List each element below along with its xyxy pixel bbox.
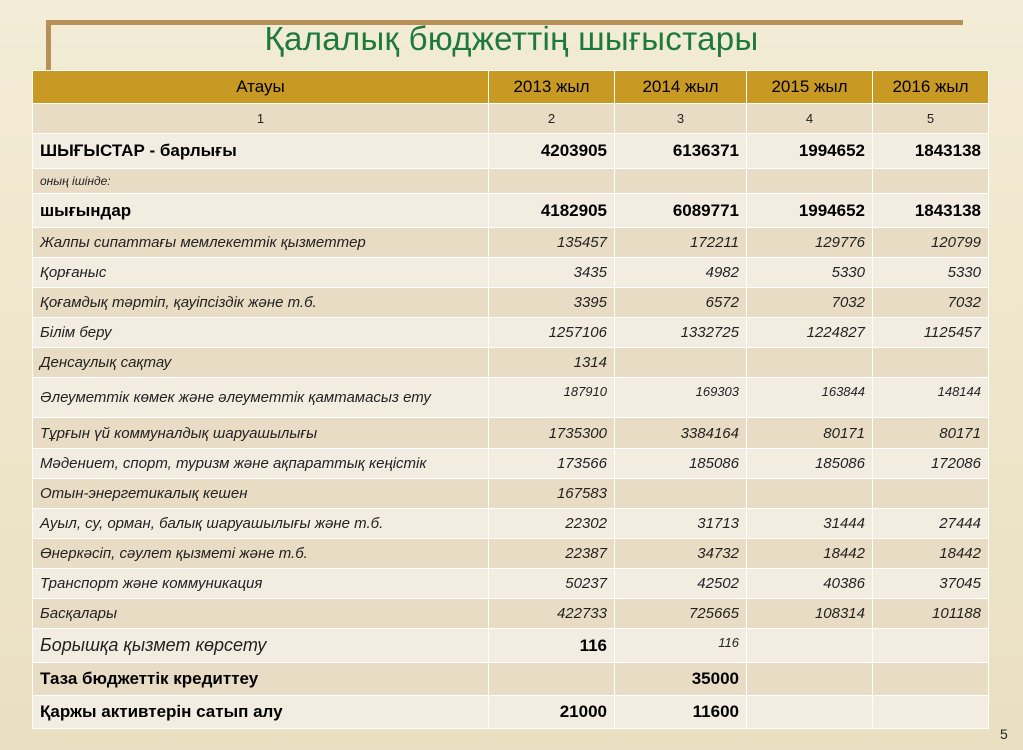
value-2016	[873, 629, 989, 663]
value-2015	[747, 479, 873, 509]
row-name: Қоғамдық тәртіп, қауіпсіздік және т.б.	[33, 288, 489, 318]
value-2016: 101188	[873, 599, 989, 629]
value-2013: 4203905	[489, 134, 615, 169]
value-2013: 22387	[489, 539, 615, 569]
index-cell: 4	[747, 104, 873, 134]
row-name: Отын-энергетикалық кешен	[33, 479, 489, 509]
table-row	[33, 569, 989, 599]
value-2013: 1257106	[489, 318, 615, 348]
value-2016: 120799	[873, 228, 989, 258]
value-2015: 185086	[747, 449, 873, 479]
value-2014: 169303	[615, 378, 747, 418]
value-2015: 1224827	[747, 318, 873, 348]
table-header-row	[33, 71, 989, 104]
value-2015	[747, 663, 873, 696]
row-name: Транспорт және коммуникация	[33, 569, 489, 599]
table-row	[33, 539, 989, 569]
value-2013: 1314	[489, 348, 615, 378]
header-name: Атауы	[33, 71, 489, 104]
value-2015: 5330	[747, 258, 873, 288]
header-2014: 2014 жыл	[615, 71, 747, 104]
value-2016	[873, 479, 989, 509]
page-number: 5	[1000, 726, 1008, 742]
value-2015: 40386	[747, 569, 873, 599]
table-row	[33, 479, 989, 509]
value-2015	[747, 629, 873, 663]
value-2016: 1843138	[873, 134, 989, 169]
value-2015: 1994652	[747, 134, 873, 169]
table-row	[33, 696, 989, 729]
row-name: ШЫҒЫСТАР - барлығы	[33, 134, 489, 169]
value-2014: 185086	[615, 449, 747, 479]
table-row	[33, 169, 989, 194]
value-2013	[489, 169, 615, 194]
index-cell: 1	[33, 104, 489, 134]
table-row	[33, 228, 989, 258]
row-name: Тұрғын үй коммуналдық шаруашылығы	[33, 418, 489, 449]
value-2016	[873, 348, 989, 378]
table-row	[33, 663, 989, 696]
table-row	[33, 318, 989, 348]
row-name: Қаржы активтерін сатып алу	[33, 696, 489, 729]
header-2015: 2015 жыл	[747, 71, 873, 104]
table-row	[33, 258, 989, 288]
row-name: Қорғаныс	[33, 258, 489, 288]
value-2013: 167583	[489, 479, 615, 509]
row-name: Борышқа қызмет көрсету	[33, 629, 489, 663]
value-2015	[747, 348, 873, 378]
value-2016: 37045	[873, 569, 989, 599]
value-2016: 18442	[873, 539, 989, 569]
value-2013: 187910	[489, 378, 615, 418]
value-2016: 172086	[873, 449, 989, 479]
value-2014: 725665	[615, 599, 747, 629]
value-2014: 11600	[615, 696, 747, 729]
row-name: Әлеуметтік көмек және әлеуметтік қамтамасыз ету	[33, 378, 489, 418]
value-2015: 129776	[747, 228, 873, 258]
value-2015: 1994652	[747, 194, 873, 228]
value-2013: 22302	[489, 509, 615, 539]
index-row	[33, 104, 989, 134]
value-2013: 4182905	[489, 194, 615, 228]
value-2016: 1843138	[873, 194, 989, 228]
row-name: Өнеркәсіп, сәулет қызметі және т.б.	[33, 539, 489, 569]
value-2014: 34732	[615, 539, 747, 569]
table-row	[33, 288, 989, 318]
value-2014	[615, 348, 747, 378]
value-2016: 5330	[873, 258, 989, 288]
row-name: Мәдениет, спорт, туризм және ақпараттық кеңістік	[33, 449, 489, 479]
value-2013	[489, 663, 615, 696]
row-name: Басқалары	[33, 599, 489, 629]
value-2014: 116	[615, 629, 747, 663]
value-2015: 163844	[747, 378, 873, 418]
value-2016: 1125457	[873, 318, 989, 348]
value-2013: 135457	[489, 228, 615, 258]
header-2013: 2013 жыл	[489, 71, 615, 104]
value-2014: 31713	[615, 509, 747, 539]
row-name: шығындар	[33, 194, 489, 228]
table-row	[33, 509, 989, 539]
value-2015	[747, 169, 873, 194]
value-2014: 35000	[615, 663, 747, 696]
value-2013: 21000	[489, 696, 615, 729]
value-2016: 148144	[873, 378, 989, 418]
table-row	[33, 629, 989, 663]
row-name: оның ішінде:	[33, 169, 489, 194]
row-name: Білім беру	[33, 318, 489, 348]
value-2014: 6089771	[615, 194, 747, 228]
value-2013: 116	[489, 629, 615, 663]
row-name: Денсаулық сақтау	[33, 348, 489, 378]
table-row	[33, 449, 989, 479]
value-2014	[615, 479, 747, 509]
value-2015: 108314	[747, 599, 873, 629]
value-2015: 7032	[747, 288, 873, 318]
index-cell: 2	[489, 104, 615, 134]
value-2014: 6136371	[615, 134, 747, 169]
table-row	[33, 194, 989, 228]
value-2013: 3435	[489, 258, 615, 288]
row-name: Таза бюджеттік кредиттеу	[33, 663, 489, 696]
value-2013: 1735300	[489, 418, 615, 449]
value-2013: 50237	[489, 569, 615, 599]
table-row	[33, 418, 989, 449]
table-row	[33, 599, 989, 629]
value-2016: 80171	[873, 418, 989, 449]
value-2014: 42502	[615, 569, 747, 599]
value-2015: 18442	[747, 539, 873, 569]
value-2014	[615, 169, 747, 194]
header-2016: 2016 жыл	[873, 71, 989, 104]
table-row	[33, 134, 989, 169]
value-2016	[873, 696, 989, 729]
page-title: Қалалық бюджеттің шығыстары	[264, 20, 759, 57]
value-2013: 422733	[489, 599, 615, 629]
value-2016	[873, 169, 989, 194]
value-2016	[873, 663, 989, 696]
value-2014: 1332725	[615, 318, 747, 348]
value-2015: 31444	[747, 509, 873, 539]
value-2013: 3395	[489, 288, 615, 318]
value-2016: 7032	[873, 288, 989, 318]
table-row	[33, 378, 989, 418]
value-2014: 6572	[615, 288, 747, 318]
budget-table	[32, 70, 989, 729]
value-2016: 27444	[873, 509, 989, 539]
value-2014: 3384164	[615, 418, 747, 449]
value-2015	[747, 696, 873, 729]
index-cell: 5	[873, 104, 989, 134]
row-name: Ауыл, су, орман, балық шаруашылығы және т.б.	[33, 509, 489, 539]
value-2014: 4982	[615, 258, 747, 288]
value-2015: 80171	[747, 418, 873, 449]
value-2014: 172211	[615, 228, 747, 258]
row-name: Жалпы сипаттағы мемлекеттік қызметтер	[33, 228, 489, 258]
table-row	[33, 348, 989, 378]
value-2013: 173566	[489, 449, 615, 479]
index-cell: 3	[615, 104, 747, 134]
